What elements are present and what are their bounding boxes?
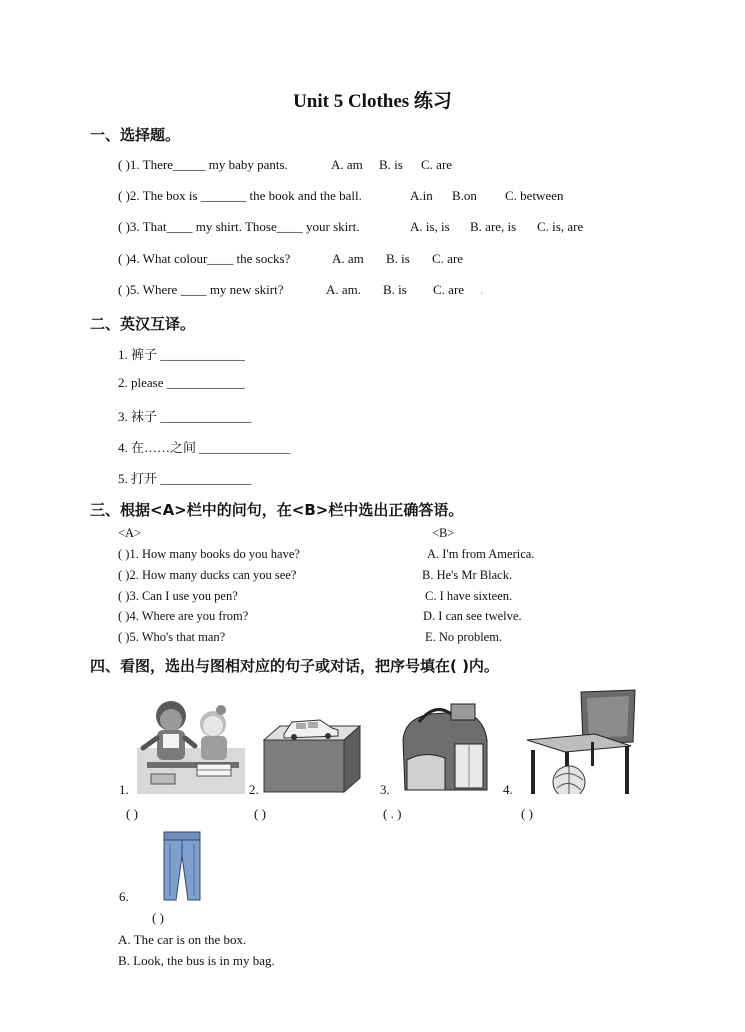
s1-q5-c: C. are <box>433 282 465 297</box>
s3-answer-c: C. I have sixteen. <box>425 589 513 603</box>
page-title: Unit 5 Clothes 练习 <box>293 91 452 112</box>
pic1-number: 1. <box>119 782 129 797</box>
s2-item-5: 5. 打开 ______________ <box>118 471 252 486</box>
s1-q1-c: C. are <box>421 157 453 172</box>
s1-q4-c: C. are <box>432 251 464 266</box>
s2-item-2: 2. please ____________ <box>118 375 245 390</box>
s2-item-1: 1. 裤子 _____________ <box>118 347 245 362</box>
s3-col-a: <A> <box>118 526 142 540</box>
s1-q5-b: B. is <box>383 282 407 297</box>
s2-item-3: 3. 袜子 ______________ <box>118 409 252 424</box>
section3-heading: 三、根据<A>栏中的问句，在<B>栏中选出正确答语。 <box>90 501 464 519</box>
s3-answer-b: B. He's Mr Black. <box>422 568 513 582</box>
pic4-answer-blank: ( ) <box>521 806 533 821</box>
s3-answer-d: D. I can see twelve. <box>423 609 522 623</box>
s1-q4-stem: ( )4. What colour____ the socks? <box>118 251 291 266</box>
s4-option-b: B. Look, the bus is in my bag. <box>118 953 275 968</box>
pic4-number: 4. <box>503 782 513 797</box>
s1-q3-a: A. is, is <box>410 219 450 234</box>
s1-q4-b: B. is <box>386 251 410 266</box>
pic2-number: 2. <box>249 782 259 797</box>
s1-q2-b: B.on <box>452 188 477 203</box>
school-bag-picture <box>395 700 495 794</box>
s1-q5-a: A. am. <box>326 282 362 297</box>
s1-q3-stem: ( )3. That____ my shirt. Those____ your skirt. <box>118 219 360 234</box>
s1-q2-a: A.in <box>410 188 433 203</box>
s2-item-4: 4. 在……之间 ______________ <box>118 440 291 455</box>
pic1-answer-blank: ( ) <box>126 806 138 821</box>
s3-question-3: ( )3. Can I use you pen? <box>118 589 238 603</box>
car-on-box-picture <box>262 712 362 794</box>
s3-answer-a: A. I'm from America. <box>427 547 535 561</box>
s3-question-5: ( )5. Who's that man? <box>118 630 226 644</box>
section2-heading: 二、英汉互译。 <box>90 315 196 333</box>
s1-q5-dot: . <box>480 282 484 297</box>
s1-q2-c: C. between <box>505 188 564 203</box>
pants-picture <box>160 830 204 902</box>
s1-q1-a: A. am <box>331 157 363 172</box>
s1-q4-a: A. am <box>332 251 364 266</box>
s1-q1-stem: ( )1. There_____ my baby pants. <box>118 157 288 172</box>
s3-answer-e: E. No problem. <box>425 630 503 644</box>
s4-option-a: A. The car is on the box. <box>118 932 247 947</box>
s3-question-4: ( )4. Where are you from? <box>118 609 249 623</box>
pic6-answer-blank: ( ) <box>152 910 164 925</box>
s1-q3-b: B. are, is <box>470 219 517 234</box>
section4-heading: 四、看图，选出与图相对应的句子或对话，把序号填在( )内。 <box>90 657 499 675</box>
section1-heading: 一、选择题。 <box>90 126 181 144</box>
pic2-answer-blank: ( ) <box>254 806 266 821</box>
s1-q2-stem: ( )2. The box is _______ the book and the ball. <box>118 188 362 203</box>
pic6-number: 6. <box>119 889 129 904</box>
pic3-answer-blank: ( . ) <box>383 806 402 821</box>
kids-studying-picture <box>137 690 245 794</box>
s1-q5-stem: ( )5. Where ____ my new skirt? <box>118 282 284 297</box>
s3-question-2: ( )2. How many ducks can you see? <box>118 568 297 582</box>
s3-col-b: <B> <box>432 526 455 540</box>
s3-question-1: ( )1. How many books do you have? <box>118 547 300 561</box>
chair-ball-picture <box>525 688 637 794</box>
s1-q1-b: B. is <box>379 157 403 172</box>
s1-q3-c: C. is, are <box>537 219 584 234</box>
pic3-number: 3. <box>380 782 390 797</box>
